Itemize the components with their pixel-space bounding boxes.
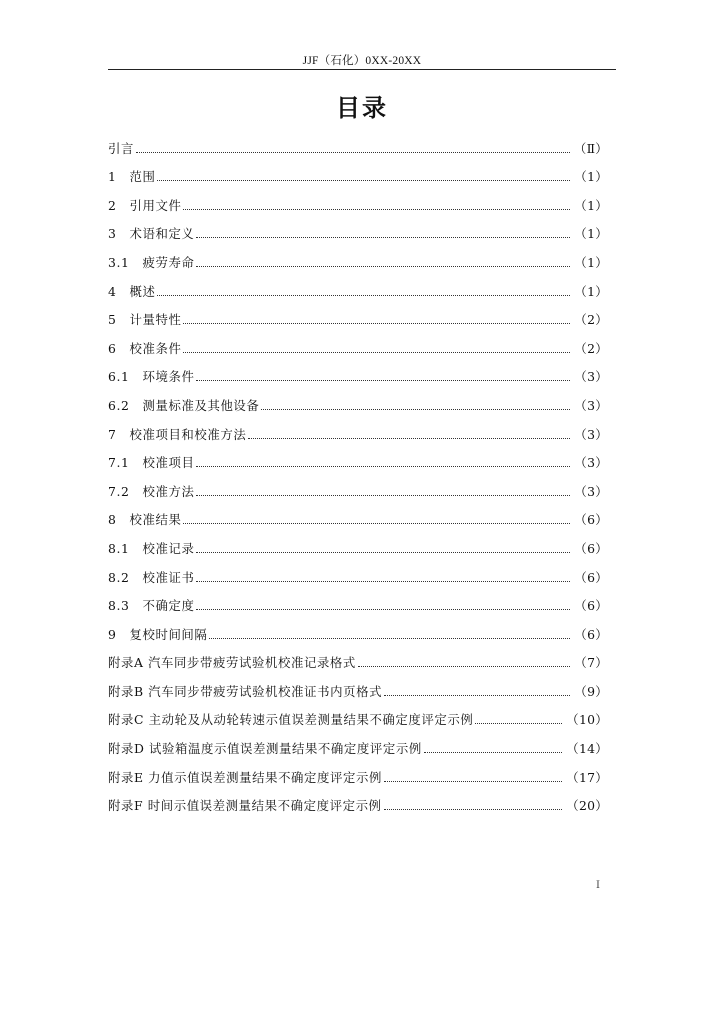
toc-entry[interactable]: [108, 614, 608, 643]
toc-leader-dots: [384, 781, 562, 782]
toc-entry-label: 6.2 测量标准及其他设备: [108, 397, 260, 413]
toc-entry[interactable]: [108, 242, 608, 271]
toc-leader-dots: [183, 209, 570, 210]
toc-entry-page: （Ⅱ）: [573, 140, 608, 156]
toc-entry[interactable]: [108, 128, 608, 157]
toc-leader-dots: [157, 295, 570, 296]
toc-leader-dots: [384, 809, 563, 810]
toc-leader-dots: [384, 695, 570, 696]
toc-entry-label: 3.1 疲劳寿命: [108, 254, 195, 270]
toc-entry-label: 6.1 环境条件: [108, 369, 195, 385]
toc-leader-dots: [475, 723, 562, 724]
toc-entry-label: 2 引用文件: [108, 197, 182, 213]
toc-leader-dots: [183, 352, 570, 353]
toc-entry-label: 附录E 力值示值误差测量结果不确定度评定示例: [108, 769, 382, 785]
toc-entry-label: 3 术语和定义: [108, 226, 195, 242]
page-number: I: [596, 880, 600, 891]
toc-entry-page: （10）: [566, 712, 608, 728]
toc-entry-label: 8.3 不确定度: [108, 598, 195, 614]
toc-entry[interactable]: [108, 471, 608, 500]
toc-entry-label: 附录C 主动轮及从动轮转速示值误差测量结果不确定度评定示例: [108, 712, 474, 728]
toc-entry[interactable]: [108, 643, 608, 672]
toc-leader-dots: [196, 266, 570, 267]
toc-leader-dots: [196, 581, 570, 582]
toc-entry[interactable]: [108, 185, 608, 214]
table-of-contents: [108, 128, 608, 814]
toc-entry-page: （1）: [574, 169, 608, 185]
toc-entry-page: （6）: [574, 569, 608, 585]
toc-entry-page: （2）: [574, 340, 608, 356]
toc-entry-page: （7）: [574, 655, 608, 671]
toc-entry-page: （3）: [574, 426, 608, 442]
toc-entry[interactable]: [108, 357, 608, 386]
toc-leader-dots: [209, 638, 570, 639]
toc-entry[interactable]: [108, 700, 608, 729]
toc-entry[interactable]: [108, 786, 608, 815]
toc-leader-dots: [261, 409, 570, 410]
toc-leader-dots: [196, 609, 570, 610]
toc-entry-label: 8 校准结果: [108, 512, 182, 528]
toc-entry-label: 7 校准项目和校准方法: [108, 426, 247, 442]
toc-entry-page: （14）: [566, 741, 608, 757]
toc-entry[interactable]: [108, 528, 608, 557]
toc-entry-label: 8.1 校准记录: [108, 540, 195, 556]
toc-entry-label: 8.2 校准证书: [108, 569, 195, 585]
toc-entry[interactable]: [108, 414, 608, 443]
toc-entry-label: 附录A 汽车同步带疲劳试验机校准记录格式: [108, 655, 356, 671]
toc-leader-dots: [424, 752, 562, 753]
toc-entry-label: 1 范围: [108, 169, 156, 185]
toc-entry[interactable]: [108, 157, 608, 186]
toc-entry-page: （6）: [574, 512, 608, 528]
toc-entry-page: （9）: [574, 683, 608, 699]
toc-entry-page: （3）: [574, 369, 608, 385]
toc-entry[interactable]: [108, 586, 608, 615]
toc-entry-label: 4 概述: [108, 283, 156, 299]
toc-entry-page: （6）: [574, 626, 608, 642]
toc-entry[interactable]: [108, 728, 608, 757]
toc-entry-page: （1）: [574, 226, 608, 242]
toc-entry-label: 6 校准条件: [108, 340, 182, 356]
toc-entry[interactable]: [108, 671, 608, 700]
toc-leader-dots: [196, 495, 570, 496]
toc-entry-label: 5 计量特性: [108, 312, 182, 328]
toc-leader-dots: [196, 552, 570, 553]
toc-entry-page: （17）: [566, 769, 608, 785]
toc-entry-page: （6）: [574, 598, 608, 614]
toc-entry-page: （3）: [574, 483, 608, 499]
toc-entry[interactable]: [108, 328, 608, 357]
toc-leader-dots: [183, 523, 570, 524]
toc-entry-label: 引言: [108, 140, 134, 156]
toc-entry-label: 7.2 校准方法: [108, 483, 195, 499]
toc-leader-dots: [248, 438, 570, 439]
toc-entry-label: 9 复校时间间隔: [108, 626, 208, 642]
toc-entry-label: 附录B 汽车同步带疲劳试验机校准证书内页格式: [108, 683, 383, 699]
toc-leader-dots: [196, 237, 570, 238]
toc-leader-dots: [196, 466, 570, 467]
toc-entry-label: 附录D 试验箱温度示值误差测量结果不确定度评定示例: [108, 741, 422, 757]
toc-entry-page: （3）: [574, 397, 608, 413]
toc-entry-page: （1）: [574, 197, 608, 213]
toc-leader-dots: [157, 180, 570, 181]
toc-entry-label: 附录F 时间示值误差测量结果不确定度评定示例: [108, 798, 382, 814]
toc-entry-page: （6）: [574, 540, 608, 556]
running-header: JJF（石化）0XX-20XX: [302, 55, 422, 67]
toc-entry[interactable]: [108, 500, 608, 529]
header-divider: [108, 69, 616, 70]
toc-entry[interactable]: [108, 385, 608, 414]
toc-entry-page: （1）: [574, 283, 608, 299]
toc-leader-dots: [183, 323, 570, 324]
toc-entry[interactable]: [108, 300, 608, 329]
toc-entry[interactable]: [108, 443, 608, 472]
toc-entry-page: （3）: [574, 455, 608, 471]
toc-entry-page: （2）: [574, 312, 608, 328]
toc-entry-label: 7.1 校准项目: [108, 455, 195, 471]
toc-entry[interactable]: [108, 757, 608, 786]
toc-leader-dots: [358, 666, 571, 667]
toc-entry[interactable]: [108, 557, 608, 586]
toc-leader-dots: [136, 152, 570, 153]
toc-entry[interactable]: [108, 271, 608, 300]
toc-entry-page: （1）: [574, 254, 608, 270]
toc-entry-page: （20）: [566, 798, 608, 814]
page-title: 目录: [336, 94, 388, 122]
toc-entry[interactable]: [108, 214, 608, 243]
toc-leader-dots: [196, 380, 570, 381]
